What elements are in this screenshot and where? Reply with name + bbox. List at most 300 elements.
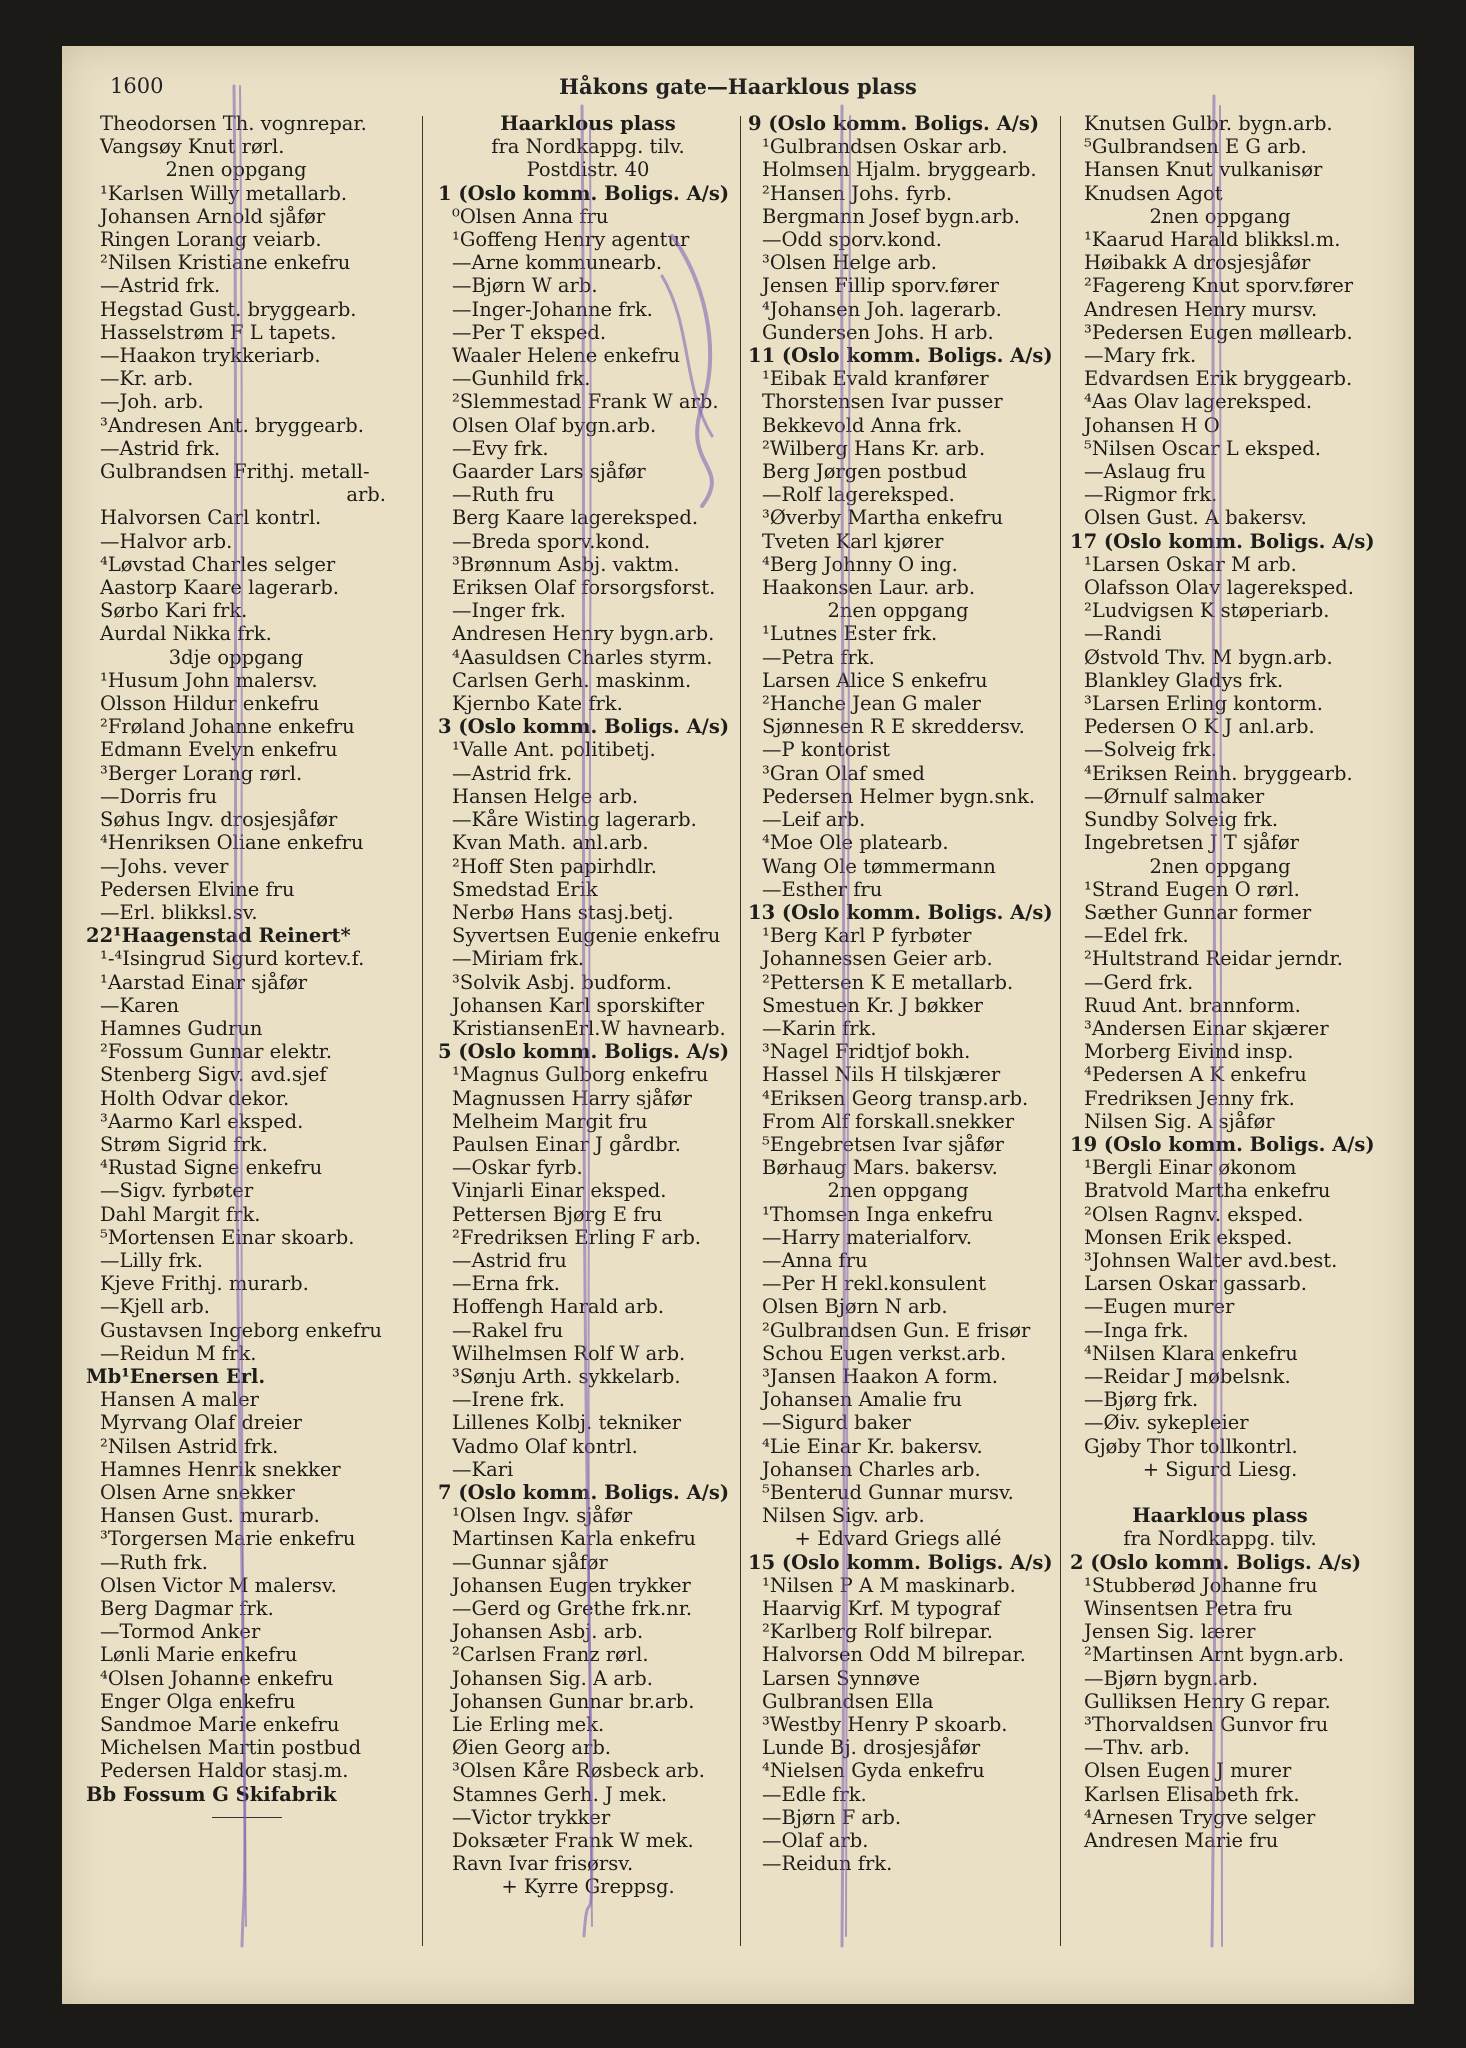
- resident-entry: ¹Husum John malersv.: [100, 668, 318, 692]
- resident-entry: Halvorsen Odd M bilrepar.: [762, 1643, 1026, 1667]
- resident-entry: —Tormod Anker: [100, 1620, 261, 1644]
- resident-entry: ¹Aarstad Einar sjåfør: [100, 970, 308, 994]
- resident-entry: ⁴Aas Olav lagereksped.: [1084, 390, 1313, 414]
- resident-entry: ¹Berg Karl P fyrbøter: [762, 924, 972, 948]
- resident-entry: ³Olsen Kåre Røsbeck arb.: [452, 1759, 705, 1783]
- resident-entry: —Kjell arb.: [100, 1295, 210, 1319]
- section-heading: 2nen oppgang: [1149, 854, 1291, 878]
- resident-entry: Olafsson Olav lagereksped.: [1084, 576, 1354, 600]
- resident-entry: —Randi: [1084, 622, 1162, 646]
- resident-entry: —Sigv. fyrbøter: [100, 1179, 254, 1203]
- resident-entry: Schou Eugen verkst.arb.: [762, 1341, 1007, 1365]
- resident-entry: —P kontorist: [762, 738, 890, 762]
- column-4: [1070, 112, 1375, 1853]
- resident-entry: —Victor trykker: [452, 1805, 611, 1829]
- resident-entry: Kjernbo Kate frk.: [452, 692, 623, 716]
- resident-entry: —Ørnulf salmaker: [1084, 784, 1265, 808]
- resident-entry: ²Karlberg Rolf bilrepar.: [762, 1620, 993, 1644]
- resident-entry: Morberg Eivind insp.: [1084, 1040, 1294, 1064]
- resident-entry: Gustavsen Ingeborg enkefru: [100, 1318, 382, 1342]
- resident-entry: ³Larsen Erling kontorm.: [1084, 692, 1323, 716]
- section-heading: fra Nordkappg. tilv.: [491, 135, 685, 159]
- resident-entry: —Ruth fru: [452, 483, 555, 507]
- building-heading: 3 (Oslo komm. Boligs. A/s): [438, 715, 730, 739]
- resident-entry: Østvold Thv. M bygn.arb.: [1084, 645, 1333, 669]
- resident-entry: ⁴Nielsen Gyda enkefru: [762, 1759, 985, 1783]
- resident-entry: —Odd sporv.kond.: [762, 228, 942, 252]
- resident-entry: —Gunnar sjåfør: [452, 1550, 608, 1574]
- resident-entry: Paulsen Einar J gårdbr.: [452, 1132, 681, 1156]
- resident-entry: Haakonsen Laur. arb.: [762, 576, 976, 600]
- resident-entry: ⁴Løvstad Charles selger: [100, 552, 336, 576]
- separator: [86, 1817, 386, 1840]
- resident-entry: —Arne kommunearb.: [452, 251, 663, 275]
- resident-entry: ⁴Pedersen A K enkefru: [1084, 1063, 1307, 1087]
- resident-entry: Olsen Eugen J murer: [1084, 1759, 1292, 1783]
- resident-entry: ²Hansen Johs. fyrb.: [762, 181, 953, 205]
- resident-entry: Edvardsen Erik bryggearb.: [1084, 367, 1353, 391]
- resident-entry: Gaarder Lars sjåfør: [452, 460, 646, 484]
- resident-entry: Pettersen Bjørg E fru: [452, 1202, 663, 1226]
- resident-entry: ³Brønnum Asbj. vaktm.: [452, 552, 680, 576]
- resident-entry: —Karen: [100, 993, 180, 1017]
- resident-entry: ³Andersen Einar skjærer: [1084, 1016, 1329, 1040]
- resident-entry: ¹Bergli Einar økonom: [1084, 1156, 1297, 1180]
- section-heading: 3dje oppgang: [168, 645, 304, 669]
- resident-entry: Theodorsen Th. vognrepar.: [100, 112, 367, 135]
- resident-entry: ¹Larsen Oskar M arb.: [1084, 552, 1297, 576]
- resident-entry: Ruud Ant. brannform.: [1084, 993, 1301, 1017]
- building-heading: 9 (Oslo komm. Boligs. A/s): [748, 112, 1040, 135]
- resident-entry: —Rigmor frk.: [1084, 483, 1218, 507]
- resident-entry: Hansen Knut vulkanisør: [1084, 158, 1323, 182]
- resident-entry: Magnussen Harry sjåfør: [452, 1086, 692, 1110]
- spacer: [1070, 1481, 1370, 1504]
- resident-entry: Jensen Sig. lærer: [1084, 1620, 1256, 1644]
- resident-entry: Gulbrandsen Frithj. metall-: [100, 460, 370, 484]
- resident-entry: ⁴Moe Ole platearb.: [762, 831, 949, 855]
- resident-entry: Høibakk A drosjesjåfør: [1084, 251, 1311, 275]
- resident-entry: Waaler Helene enkefru: [452, 344, 681, 368]
- resident-entry: ¹Gulbrandsen Oskar arb.: [762, 135, 1008, 159]
- resident-entry: Johansen Asbj. arb.: [452, 1620, 644, 1644]
- page-header: [62, 74, 1414, 104]
- resident-entry: ²Wilberg Hans Kr. arb.: [762, 436, 986, 460]
- resident-entry: Gulliksen Henry G repar.: [1084, 1689, 1331, 1713]
- resident-entry: —Inger-Johanne frk.: [452, 297, 653, 321]
- resident-entry: Søhus Ingv. drosjesjåfør: [100, 808, 338, 832]
- resident-entry: ¹Valle Ant. politibetj.: [452, 738, 656, 762]
- resident-entry: —Per T eksped.: [452, 320, 607, 344]
- resident-entry: Gundersen Johs. H arb.: [762, 320, 994, 344]
- resident-entry: Myrvang Olaf dreier: [100, 1411, 302, 1435]
- resident-entry: Sæther Gunnar former: [1084, 900, 1312, 924]
- resident-entry: —Edel frk.: [1084, 924, 1189, 948]
- resident-entry: Wilhelmsen Rolf W arb.: [452, 1341, 686, 1365]
- resident-entry: Lunde Bj. drosjesjåfør: [762, 1736, 981, 1760]
- column-1: [86, 112, 386, 1840]
- resident-entry: Pedersen Helmer bygn.snk.: [762, 784, 1036, 808]
- resident-entry: Johansen Gunnar br.arb.: [452, 1689, 695, 1713]
- resident-entry: Larsen Alice S enkefru: [762, 668, 988, 692]
- resident-entry: Nilsen Sigv. arb.: [762, 1504, 925, 1528]
- resident-entry: Winsentsen Petra fru: [1084, 1596, 1293, 1620]
- column-rule: [422, 116, 423, 1946]
- resident-entry: Eriksen Olaf forsorgsforst.: [452, 576, 716, 600]
- building-heading: 1 (Oslo komm. Boligs. A/s): [438, 181, 730, 205]
- resident-entry: ⁵Gulbrandsen E G arb.: [1084, 135, 1307, 159]
- resident-entry: —Joh. arb.: [100, 390, 204, 414]
- resident-entry: —Reidar J møbelsnk.: [1084, 1364, 1291, 1388]
- building-heading: 19 (Oslo komm. Boligs. A/s): [1070, 1132, 1375, 1156]
- building-heading: Mb¹Enersen Erl.: [86, 1364, 266, 1388]
- resident-entry: ²Ludvigsen K støperiarb.: [1084, 599, 1330, 623]
- resident-entry: Michelsen Martin postbud: [100, 1736, 362, 1760]
- column-2: [438, 112, 738, 1899]
- resident-entry: —Reidun M frk.: [100, 1341, 257, 1365]
- resident-entry: ³Andresen Ant. bryggearb.: [100, 413, 364, 437]
- continuation-line: arb.: [346, 483, 386, 507]
- resident-entry: ⁴Arnesen Trygve selger: [1084, 1805, 1316, 1829]
- resident-entry: Syvertsen Eugenie enkefru: [452, 924, 721, 948]
- building-heading: 5 (Oslo komm. Boligs. A/s): [438, 1040, 730, 1064]
- resident-entry: —Esther fru: [762, 877, 883, 901]
- resident-entry: —Thv. arb.: [1084, 1736, 1190, 1760]
- resident-entry: —Erl. blikksl.sv.: [100, 900, 258, 924]
- page-number: 1600: [110, 74, 164, 98]
- building-heading: 2 (Oslo komm. Boligs. A/s): [1070, 1550, 1362, 1574]
- column-rule: [1060, 116, 1061, 1946]
- resident-entry: ²Fredriksen Erling F arb.: [452, 1225, 701, 1249]
- building-heading: 22¹Haagenstad Reinert*: [86, 924, 351, 948]
- resident-entry: Carlsen Gerh. maskinm.: [452, 668, 692, 692]
- resident-entry: Smedstad Erik: [452, 877, 598, 901]
- resident-entry: Gjøby Thor tollkontrl.: [1084, 1434, 1298, 1458]
- resident-entry: Jensen Fillip sporv.fører: [762, 274, 999, 298]
- resident-entry: Knudsen Agot: [1084, 181, 1223, 205]
- resident-entry: ¹Goffeng Henry agentur: [452, 228, 690, 252]
- column-rule: [740, 116, 741, 1946]
- resident-entry: ³Olsen Helge arb.: [762, 251, 937, 275]
- resident-entry: Hoffengh Harald arb.: [452, 1295, 665, 1319]
- resident-entry: Tveten Karl kjører: [762, 529, 944, 553]
- resident-entry: ⁴Olsen Johanne enkefru: [100, 1666, 334, 1690]
- resident-entry: —Solveig frk.: [1084, 738, 1217, 762]
- building-heading: 7 (Oslo komm. Boligs. A/s): [438, 1480, 730, 1504]
- resident-entry: Johansen Sig. A arb.: [452, 1666, 653, 1690]
- resident-entry: ⁰Olsen Anna fru: [452, 204, 609, 228]
- resident-entry: ⁵Benterud Gunnar mursv.: [762, 1480, 1014, 1504]
- section-heading: 2nen oppgang: [827, 599, 969, 623]
- resident-entry: Fredriksen Jenny frk.: [1084, 1086, 1295, 1110]
- resident-entry: Hasselstrøm F L tapets.: [100, 320, 337, 344]
- building-heading: 17 (Oslo komm. Boligs. A/s): [1070, 529, 1375, 553]
- resident-entry: Kjeve Frithj. murarb.: [100, 1272, 309, 1296]
- resident-entry: —Reidun frk.: [762, 1852, 893, 1876]
- resident-entry: —Ruth frk.: [100, 1550, 208, 1574]
- resident-entry: ³Johnsen Walter avd.best.: [1084, 1248, 1338, 1272]
- resident-entry: Berg Dagmar frk.: [100, 1597, 274, 1620]
- resident-entry: —Leif arb.: [762, 808, 866, 832]
- resident-entry: Johansen Eugen trykker: [452, 1573, 691, 1597]
- resident-entry: Holmsen Hjalm. bryggearb.: [762, 158, 1037, 182]
- resident-entry: Johansen Charles arb.: [762, 1457, 981, 1481]
- resident-entry: Blankley Gladys frk.: [1084, 668, 1284, 692]
- resident-entry: —Anna fru: [762, 1248, 868, 1272]
- resident-entry: ³Thorvaldsen Gunvor fru: [1084, 1713, 1329, 1736]
- resident-entry: —Gerd og Grethe frk.nr.: [452, 1597, 693, 1620]
- resident-entry: Larsen Oskar gassarb.: [1084, 1272, 1307, 1296]
- resident-entry: —Olaf arb.: [762, 1829, 869, 1853]
- resident-entry: —Gunhild frk.: [452, 367, 591, 391]
- resident-entry: —Lilly frk.: [100, 1248, 203, 1272]
- resident-entry: Øien Georg arb.: [452, 1736, 612, 1760]
- resident-entry: ³Berger Lorang rørl.: [100, 761, 303, 785]
- resident-entry: —Inga frk.: [1084, 1318, 1189, 1342]
- resident-entry: —Kari: [452, 1457, 514, 1481]
- resident-entry: Stamnes Gerh. J mek.: [452, 1782, 668, 1806]
- section-heading: 2nen oppgang: [827, 1179, 969, 1203]
- resident-entry: —Astrid frk.: [100, 274, 221, 298]
- resident-entry: ²Frøland Johanne enkefru: [100, 715, 355, 739]
- resident-entry: Pedersen Haldor stasj.m.: [100, 1759, 349, 1783]
- resident-entry: Monsen Erik eksped.: [1084, 1225, 1293, 1249]
- resident-entry: ¹Strand Eugen O rørl.: [1084, 877, 1300, 901]
- resident-entry: Aastorp Kaare lagerarb.: [100, 576, 340, 600]
- resident-entry: ²Martinsen Arnt bygn.arb.: [1084, 1643, 1345, 1667]
- resident-entry: ²Hultstrand Reidar jerndr.: [1084, 947, 1343, 971]
- building-heading: 11 (Oslo komm. Boligs. A/s): [748, 344, 1053, 368]
- resident-entry: Lillenes Kolbj. tekniker: [452, 1411, 682, 1435]
- resident-entry: Thorstensen Ivar pusser: [762, 390, 1003, 414]
- resident-entry: ¹Stubberød Johanne fru: [1084, 1573, 1318, 1597]
- resident-entry: Knutsen Gulbr. bygn.arb.: [1084, 112, 1333, 135]
- resident-entry: ⁴Aasuldsen Charles styrm.: [452, 645, 713, 669]
- resident-entry: ¹Karlsen Willy metallarb.: [100, 181, 348, 205]
- page-title: Håkons gate—Haarklous plass: [559, 74, 917, 99]
- resident-entry: —Rakel fru: [452, 1318, 564, 1342]
- resident-entry: Sundby Solveig frk.: [1084, 808, 1279, 832]
- resident-entry: —Bjørn bygn.arb.: [1084, 1666, 1259, 1690]
- resident-entry: Hamnes Henrik snekker: [100, 1457, 341, 1481]
- resident-entry: Olsen Gust. A bakersv.: [1084, 506, 1307, 530]
- resident-entry: Vinjarli Einar eksped.: [452, 1179, 667, 1203]
- resident-entry: Lønli Marie enkefru: [100, 1643, 298, 1667]
- resident-entry: Vadmo Olaf kontrl.: [452, 1434, 638, 1458]
- resident-entry: —Oskar fyrb.: [452, 1156, 583, 1180]
- resident-entry: ³Nagel Fridtjof bokh.: [762, 1040, 971, 1064]
- resident-entry: ¹Olsen Ingv. sjåfør: [452, 1504, 633, 1528]
- street-heading: Haarklous plass: [500, 112, 676, 135]
- resident-entry: Hansen Helge arb.: [452, 784, 639, 808]
- building-heading: Bb Fossum G Skifabrik: [86, 1782, 337, 1806]
- resident-entry: —Per H rekl.konsulent: [762, 1272, 986, 1296]
- resident-entry: Johansen Amalie fru: [762, 1388, 963, 1412]
- resident-entry: Dahl Margit frk.: [100, 1202, 261, 1226]
- resident-entry: —Miriam frk.: [452, 947, 585, 971]
- resident-entry: Berg Jørgen postbud: [762, 460, 968, 484]
- section-heading: Postdistr. 40: [526, 158, 650, 182]
- resident-entry: Karlsen Elisabeth frk.: [1084, 1782, 1300, 1806]
- resident-entry: ⁴Nilsen Klara enkefru: [1084, 1341, 1298, 1365]
- resident-entry: ³Sønju Arth. sykkelarb.: [452, 1364, 681, 1388]
- resident-entry: ¹Thomsen Inga enkefru: [762, 1202, 994, 1226]
- resident-entry: —Bjørn W arb.: [452, 274, 598, 298]
- resident-entry: ¹Eibak Evald kranfører: [762, 367, 989, 391]
- section-heading: fra Nordkappg. tilv.: [1123, 1527, 1317, 1551]
- resident-entry: From Alf forskall.snekker: [762, 1109, 1015, 1133]
- resident-entry: Aurdal Nikka frk.: [100, 622, 272, 646]
- resident-entry: ²Fossum Gunnar elektr.: [100, 1040, 333, 1064]
- resident-entry: Gulbrandsen Ella: [762, 1689, 934, 1713]
- resident-entry: ³Westby Henry P skoarb.: [762, 1713, 1008, 1737]
- resident-entry: Lie Erling mek.: [452, 1713, 605, 1737]
- resident-entry: ⁴Johansen Joh. lagerarb.: [762, 297, 1002, 321]
- resident-entry: ³Aarmo Karl eksped.: [100, 1109, 304, 1133]
- resident-entry: ²Carlsen Franz rørl.: [452, 1643, 649, 1667]
- resident-entry: Haarvig Krf. M typograf: [762, 1597, 1001, 1620]
- resident-entry: Nilsen Sig. A sjåfør: [1084, 1109, 1275, 1133]
- resident-entry: —Øiv. sykepleier: [1084, 1411, 1249, 1435]
- resident-entry: Larsen Synnøve: [762, 1666, 920, 1690]
- building-heading: 15 (Oslo komm. Boligs. A/s): [748, 1550, 1053, 1574]
- resident-entry: Hansen Gust. murarb.: [100, 1504, 320, 1528]
- resident-entry: —Astrid frk.: [100, 436, 221, 460]
- resident-entry: —Breda sporv.kond.: [452, 529, 651, 553]
- resident-entry: ²Nilsen Kristiane enkefru: [100, 251, 351, 275]
- resident-entry: Johansen H O: [1084, 413, 1220, 437]
- resident-entry: Sjønnesen R E skreddersv.: [762, 715, 1025, 739]
- resident-entry: —Bjørn F arb.: [762, 1805, 902, 1829]
- resident-entry: —Kr. arb.: [100, 367, 194, 391]
- resident-entry: —Aslaug fru: [1084, 460, 1206, 484]
- directory-page: [62, 46, 1414, 2004]
- resident-entry: Pedersen O K J anl.arb.: [1084, 715, 1315, 739]
- resident-entry: Olsen Victor M malersv.: [100, 1573, 337, 1597]
- resident-entry: —Astrid fru: [452, 1248, 567, 1272]
- resident-entry: ¹Nilsen P A M maskinarb.: [762, 1573, 1016, 1597]
- resident-entry: ²Gulbrandsen Gun. E frisør: [762, 1318, 1031, 1342]
- resident-entry: ²Hoff Sten papirhdlr.: [452, 854, 657, 878]
- resident-entry: KristiansenErl.W havnearb.: [452, 1016, 726, 1040]
- resident-entry: Nerbø Hans stasj.betj.: [452, 900, 674, 924]
- resident-entry: ³Jansen Haakon A form.: [762, 1364, 998, 1388]
- resident-entry: Andresen Henry mursv.: [1084, 297, 1318, 321]
- resident-entry: ⁴Henriksen Oliane enkefru: [100, 831, 364, 855]
- building-heading: 13 (Oslo komm. Boligs. A/s): [748, 900, 1053, 924]
- resident-entry: ⁵Nilsen Oscar L eksped.: [1084, 436, 1321, 460]
- resident-entry: —Mary frk.: [1084, 344, 1197, 368]
- resident-entry: Enger Olga enkefru: [100, 1689, 296, 1713]
- resident-entry: —Dorris fru: [100, 784, 218, 808]
- resident-entry: —Rolf lagereksped.: [762, 483, 955, 507]
- section-heading: + Edvard Griegs allé: [794, 1527, 1002, 1551]
- resident-entry: ¹Magnus Gulborg enkefru: [452, 1063, 709, 1087]
- resident-entry: —Halvor arb.: [100, 529, 233, 553]
- resident-entry: —Karin frk.: [762, 1016, 877, 1040]
- resident-entry: Edmann Evelyn enkefru: [100, 738, 338, 762]
- resident-entry: —Gerd frk.: [1084, 970, 1194, 994]
- resident-entry: Sørbo Kari frk.: [100, 599, 248, 623]
- resident-entry: Kvan Math. anl.arb.: [452, 831, 649, 855]
- resident-entry: Hassel Nils H tilskjærer: [762, 1063, 1001, 1087]
- resident-entry: Andresen Henry bygn.arb.: [452, 622, 715, 646]
- resident-entry: Ingebretsen J T sjåfør: [1084, 831, 1299, 855]
- resident-entry: ⁴Eriksen Georg transp.arb.: [762, 1086, 1029, 1110]
- resident-entry: ³Solvik Asbj. budform.: [452, 970, 672, 994]
- resident-entry: —Bjørg frk.: [1084, 1388, 1199, 1412]
- resident-entry: ³Øverby Martha enkefru: [762, 506, 1004, 530]
- resident-entry: Bratvold Martha enkefru: [1084, 1179, 1331, 1203]
- resident-entry: Doksæter Frank W mek.: [452, 1829, 694, 1853]
- section-heading: + Sigurd Liesg.: [1142, 1457, 1298, 1481]
- resident-entry: —Johs. vever: [100, 854, 229, 878]
- resident-entry: Andresen Marie fru: [1084, 1829, 1279, 1853]
- resident-entry: Johansen Karl sporskifter: [452, 993, 705, 1017]
- resident-entry: ³Torgersen Marie enkefru: [100, 1527, 356, 1551]
- column-3: [748, 112, 1053, 1876]
- section-heading: 2nen oppgang: [1149, 204, 1291, 228]
- resident-entry: Berg Kaare lagereksped.: [452, 506, 699, 530]
- resident-entry: —Inger frk.: [452, 599, 566, 623]
- resident-entry: Johansen Arnold sjåfør: [100, 204, 326, 228]
- resident-entry: —Astrid frk.: [452, 761, 573, 785]
- resident-entry: ³Gran Olaf smed: [762, 761, 925, 785]
- resident-entry: Sandmoe Marie enkefru: [100, 1713, 340, 1737]
- resident-entry: ⁴Rustad Signe enkefru: [100, 1156, 323, 1180]
- resident-entry: ²Olsen Ragnv. eksped.: [1084, 1202, 1304, 1226]
- resident-entry: ²Slemmestad Frank W arb.: [452, 390, 719, 414]
- street-heading: Haarklous plass: [1132, 1504, 1308, 1528]
- resident-entry: Strøm Sigrid frk.: [100, 1132, 268, 1156]
- resident-entry: Bergmann Josef bygn.arb.: [762, 204, 1020, 228]
- resident-entry: Hegstad Gust. bryggearb.: [100, 297, 357, 321]
- resident-entry: Vangsøy Knut rørl.: [100, 135, 285, 159]
- resident-entry: Pedersen Elvine fru: [100, 877, 295, 901]
- section-heading: 2nen oppgang: [165, 158, 307, 182]
- resident-entry: Bekkevold Anna frk.: [762, 413, 963, 437]
- resident-entry: Melheim Margit fru: [452, 1109, 648, 1133]
- resident-entry: —Edle frk.: [762, 1782, 867, 1806]
- resident-entry: —Haakon trykkeriarb.: [100, 344, 321, 368]
- resident-entry: ³Pedersen Eugen møllearb.: [1084, 320, 1353, 344]
- resident-entry: Holth Odvar dekor.: [100, 1086, 290, 1110]
- resident-entry: ¹-⁴Isingrud Sigurd kortev.f.: [100, 947, 365, 971]
- resident-entry: —Evy frk.: [452, 436, 549, 460]
- resident-entry: ²Fagereng Knut sporv.fører: [1084, 274, 1354, 298]
- resident-entry: ⁴Berg Johnny O ing.: [762, 552, 958, 576]
- resident-entry: Hansen A maler: [100, 1388, 259, 1412]
- resident-entry: —Eugen murer: [1084, 1295, 1235, 1319]
- resident-entry: —Erna frk.: [452, 1272, 560, 1296]
- resident-entry: Wang Ole tømmermann: [762, 854, 996, 878]
- resident-entry: —Kåre Wisting lagerarb.: [452, 808, 697, 832]
- resident-entry: Børhaug Mars. bakersv.: [762, 1156, 998, 1180]
- resident-entry: Ravn Ivar frisørsv.: [452, 1852, 634, 1876]
- resident-entry: ⁵Mortensen Einar skoarb.: [100, 1225, 355, 1249]
- resident-entry: Stenberg Sigv. avd.sjef: [100, 1063, 327, 1087]
- resident-entry: Martinsen Karla enkefru: [452, 1527, 696, 1551]
- resident-entry: ²Hanche Jean G maler: [762, 692, 981, 716]
- resident-entry: ¹Kaarud Harald blikksl.m.: [1084, 228, 1341, 252]
- resident-entry: ²Nilsen Astrid frk.: [100, 1434, 279, 1458]
- resident-entry: —Sigurd baker: [762, 1411, 911, 1435]
- resident-entry: Olsson Hildur enkefru: [100, 692, 320, 716]
- resident-entry: —Irene frk.: [452, 1388, 565, 1412]
- resident-entry: Johannessen Geier arb.: [762, 947, 993, 971]
- resident-entry: Hamnes Gudrun: [100, 1016, 263, 1040]
- resident-entry: —Petra frk.: [762, 645, 875, 669]
